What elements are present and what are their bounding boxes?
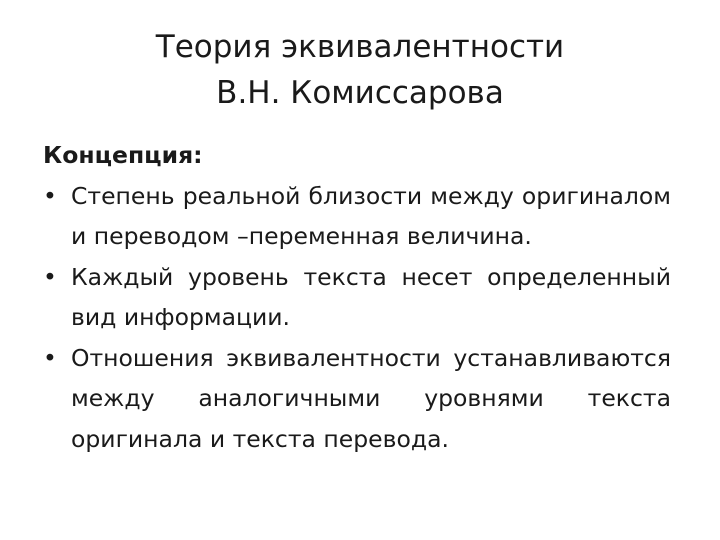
bullet-dot-icon: • xyxy=(43,343,57,372)
title-line-2: В.Н. Комиссарова xyxy=(216,75,504,111)
bullet-text: Каждый уровень текста несет определенный вид информации. xyxy=(71,262,671,331)
bullet-item xyxy=(43,176,671,257)
concept-heading: Концепция: xyxy=(43,141,203,169)
bullet-list xyxy=(43,176,671,460)
slide-content xyxy=(43,135,671,459)
bullet-dot-icon: • xyxy=(43,181,57,210)
bullet-text: Степень реальной близости между оригиналом и переводом –переменная величина. xyxy=(71,181,671,250)
title-line-1: Теория эквивалентности xyxy=(155,29,565,65)
bullet-dot-icon: • xyxy=(43,262,57,291)
bullet-item xyxy=(43,257,671,338)
bullet-text: Отношения эквивалентности устанавливаются между аналогичными уровнями текста оригинала и текста перевода. xyxy=(71,343,671,453)
bullet-item xyxy=(43,338,671,460)
slide-title xyxy=(40,24,680,116)
